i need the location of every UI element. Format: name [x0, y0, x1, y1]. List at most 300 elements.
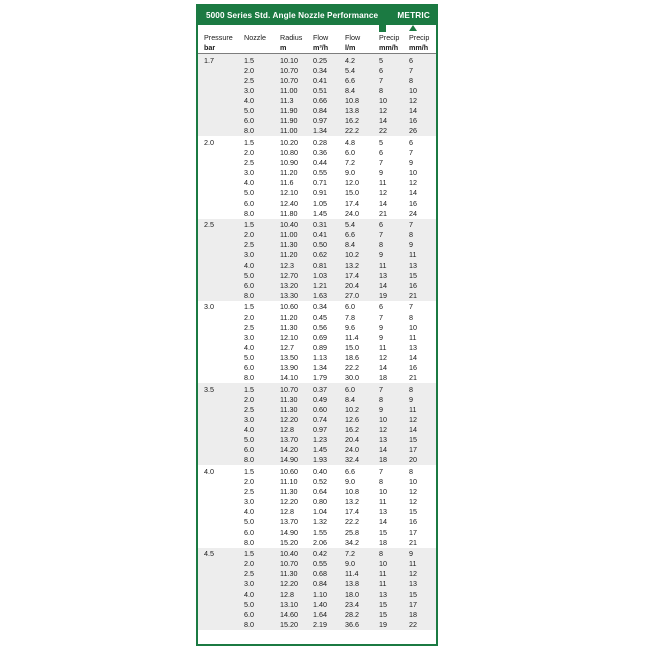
cell-radius: 14.90 [280, 527, 298, 537]
cell-pressure [198, 579, 244, 589]
cell-radius: 11.10 [280, 477, 298, 487]
cell-precip-triangle: 16 [409, 281, 438, 291]
cell-nozzle: 2.5 [244, 158, 254, 168]
cell-precip-triangle: 8 [409, 312, 413, 322]
cell-radius: 11.30 [280, 405, 313, 415]
cell-precip-triangle: 16 [409, 363, 417, 372]
cell-precip-triangle: 11 [409, 250, 438, 260]
cell-pressure [198, 395, 244, 405]
cell-radius: 10.70 [280, 66, 313, 76]
table-row [198, 445, 438, 455]
cell-radius: 12.20 [280, 497, 298, 507]
cell-precip-triangle: 16 [409, 517, 417, 527]
cell-precip-triangle: 17 [409, 527, 417, 537]
cell-flow-m3h: 0.74 [313, 415, 345, 425]
cell-precip-triangle: 8 [409, 383, 438, 395]
cell-flow-m3h: 1.55 [313, 527, 327, 537]
cell-flow-lm: 22.2 [345, 363, 359, 372]
cell-nozzle: 3.0 [244, 415, 280, 425]
cell-flow-m3h: 1.13 [313, 352, 327, 362]
cell-radius: 11.20 [280, 312, 298, 322]
cell-radius: 14.90 [280, 455, 313, 465]
table-row [198, 373, 438, 383]
column-header-precip-triangle [409, 25, 438, 54]
header-spacer [345, 25, 379, 33]
cell-flow-m3h: 0.56 [313, 322, 327, 332]
cell-pressure: 4.0 [204, 466, 214, 476]
cell-nozzle: 8.0 [244, 455, 280, 465]
table-row [198, 590, 438, 600]
card-title-bar [198, 6, 436, 25]
cell-flow-lm: 20.4 [345, 281, 379, 291]
cell-nozzle: 3.0 [244, 497, 254, 507]
table-row [198, 600, 438, 610]
cell-radius: 12.20 [280, 579, 313, 589]
cell-flow-m3h: 1.45 [313, 208, 327, 218]
cell-precip-triangle: 17 [409, 600, 438, 610]
cell-nozzle: 5.0 [244, 352, 254, 362]
cell-precip-triangle: 7 [409, 302, 413, 312]
column-header-precip-square-label: Precip [379, 33, 400, 42]
column-header-nozzle [244, 25, 280, 54]
cell-precip-square: 14 [379, 445, 409, 455]
cell-flow-lm: 10.8 [345, 487, 359, 497]
table-row [198, 395, 438, 405]
cell-flow-lm: 5.4 [345, 219, 379, 231]
cell-flow-m3h: 1.34 [313, 363, 327, 372]
cell-precip-triangle: 9 [409, 395, 438, 405]
cell-flow-lm: 28.2 [345, 610, 379, 620]
cell-pressure [198, 209, 244, 219]
cell-nozzle: 6.0 [244, 610, 280, 620]
cell-radius: 11.30 [280, 395, 313, 405]
cell-flow-m3h: 2.19 [313, 620, 345, 630]
cell-flow-lm: 8.4 [345, 240, 379, 250]
table-body [198, 54, 438, 630]
cell-pressure [198, 168, 244, 178]
cell-precip-square: 7 [379, 383, 409, 395]
cell-flow-lm: 22.2 [345, 126, 379, 136]
table-row [198, 363, 438, 373]
cell-radius: 12.3 [280, 261, 313, 271]
cell-nozzle: 1.5 [244, 466, 254, 476]
cell-precip-square: 9 [379, 250, 409, 260]
cell-flow-m3h: 0.84 [313, 106, 345, 116]
cell-flow-m3h: 1.05 [313, 198, 327, 208]
table-row [198, 261, 438, 271]
table-row [198, 66, 438, 76]
cell-nozzle: 2.5 [244, 240, 280, 250]
cell-flow-lm: 10.2 [345, 250, 379, 260]
table-row [198, 383, 438, 395]
cell-radius: 12.8 [280, 590, 313, 600]
cell-precip-triangle: 12 [409, 178, 417, 188]
cell-flow-lm: 7.2 [345, 158, 355, 168]
cell-flow-m3h: 0.71 [313, 178, 327, 188]
cell-flow-m3h: 0.62 [313, 250, 345, 260]
cell-nozzle: 1.5 [244, 302, 254, 312]
cell-pressure [198, 148, 244, 158]
cell-radius: 11.3 [280, 96, 313, 106]
cell-precip-triangle: 16 [409, 198, 417, 208]
table-row [198, 301, 438, 313]
cell-flow-m3h: 1.63 [313, 291, 345, 301]
cell-flow-m3h: 2.06 [313, 537, 327, 547]
cell-precip-square: 9 [379, 332, 383, 342]
cell-pressure [198, 477, 244, 487]
cell-precip-triangle: 6 [409, 137, 413, 147]
cell-precip-square: 11 [379, 497, 387, 507]
cell-nozzle: 4.0 [244, 261, 280, 271]
cell-precip-triangle: 10 [409, 168, 417, 178]
cell-radius: 12.10 [280, 188, 298, 198]
cell-flow-m3h: 0.49 [313, 395, 345, 405]
cell-flow-lm: 16.2 [345, 116, 379, 126]
cell-flow-m3h: 0.37 [313, 383, 345, 395]
cell-nozzle: 2.0 [244, 230, 280, 240]
cell-precip-triangle: 20 [409, 455, 438, 465]
table-row [198, 610, 438, 620]
cell-flow-lm: 13.8 [345, 579, 379, 589]
cell-precip-triangle: 14 [409, 188, 417, 198]
cell-pressure [198, 96, 244, 106]
cell-radius: 12.10 [280, 332, 298, 342]
cell-radius: 11.30 [280, 487, 298, 497]
cell-precip-triangle: 8 [409, 76, 438, 86]
table-row [198, 96, 438, 106]
cell-radius: 11.90 [280, 116, 313, 126]
cell-flow-lm: 17.4 [345, 271, 379, 281]
table-row [198, 76, 438, 86]
cell-radius: 10.70 [280, 76, 313, 86]
cell-nozzle: 1.5 [244, 383, 280, 395]
cell-nozzle: 1.5 [244, 548, 280, 560]
cell-precip-square: 8 [379, 477, 383, 487]
cell-nozzle: 4.0 [244, 178, 254, 188]
cell-nozzle: 8.0 [244, 208, 254, 218]
cell-nozzle: 6.0 [244, 363, 254, 372]
cell-flow-m3h: 1.21 [313, 281, 345, 291]
cell-flow-lm: 23.4 [345, 600, 379, 610]
column-header-radius-unit: m [280, 43, 287, 53]
cell-pressure [198, 76, 244, 86]
cell-precip-triangle: 7 [409, 66, 438, 76]
cell-flow-m3h: 0.81 [313, 261, 345, 271]
cell-nozzle: 8.0 [244, 126, 280, 136]
cell-pressure [198, 106, 244, 116]
table-header [198, 25, 438, 54]
card-title: 5000 Series Std. Angle Nozzle Performance [206, 11, 379, 20]
column-header-flow-lm-label: Flow [345, 33, 361, 42]
table-row [198, 106, 438, 116]
cell-precip-square: 13 [379, 435, 409, 445]
cell-pressure [198, 517, 244, 527]
cell-pressure [198, 363, 244, 373]
cell-flow-lm: 20.4 [345, 435, 379, 445]
cell-pressure [198, 230, 244, 240]
cell-nozzle: 2.0 [244, 395, 280, 405]
column-header-flow-lm [345, 25, 379, 54]
table-row [198, 281, 438, 291]
cell-radius: 14.20 [280, 445, 313, 455]
cell-flow-lm: 22.2 [345, 517, 359, 527]
table-row [198, 528, 438, 538]
cell-nozzle: 4.0 [244, 96, 280, 106]
cell-nozzle: 2.0 [244, 312, 254, 322]
cell-nozzle: 2.5 [244, 569, 280, 579]
cell-flow-lm: 17.4 [345, 507, 359, 517]
cell-precip-triangle: 21 [409, 291, 438, 301]
cell-flow-m3h: 0.40 [313, 466, 327, 476]
cell-flow-lm: 6.6 [345, 230, 379, 240]
table-row [198, 54, 438, 66]
cell-radius: 11.20 [280, 250, 313, 260]
cell-precip-triangle: 12 [409, 497, 417, 507]
cell-precip-square: 9 [379, 405, 409, 415]
cell-pressure [198, 425, 244, 435]
cell-pressure [198, 313, 244, 323]
cell-radius: 13.90 [280, 363, 298, 372]
cell-radius: 11.6 [280, 178, 294, 188]
cell-pressure: 4.5 [198, 548, 244, 560]
cell-nozzle: 5.0 [244, 435, 280, 445]
column-header-flow-m3h-label: Flow [313, 33, 329, 42]
cell-pressure [198, 271, 244, 281]
header-spacer [280, 25, 313, 33]
cell-precip-triangle: 15 [409, 271, 438, 281]
cell-radius: 10.10 [280, 54, 313, 66]
column-header-precip-triangle-unit: mm/h [409, 43, 429, 53]
cell-flow-lm: 6.0 [345, 148, 355, 158]
cell-flow-m3h: 0.50 [313, 240, 345, 250]
cell-precip-square: 18 [379, 537, 387, 547]
cell-radius: 10.70 [280, 559, 313, 569]
cell-radius: 12.7 [280, 342, 294, 352]
cell-flow-lm: 13.8 [345, 106, 379, 116]
cell-precip-square: 15 [379, 610, 409, 620]
cell-precip-square: 6 [379, 66, 409, 76]
cell-flow-lm: 24.0 [345, 208, 359, 218]
table-row [198, 323, 438, 333]
table-row [198, 620, 438, 630]
cell-precip-square: 15 [379, 600, 409, 610]
cell-precip-square: 14 [379, 517, 387, 527]
cell-precip-square: 5 [379, 137, 383, 147]
cell-flow-lm: 24.0 [345, 445, 379, 455]
table-row [198, 240, 438, 250]
cell-nozzle: 2.0 [244, 559, 280, 569]
cell-radius: 11.20 [280, 168, 298, 178]
cell-radius: 13.20 [280, 281, 313, 291]
cell-flow-m3h: 0.36 [313, 148, 327, 158]
cell-flow-m3h: 1.03 [313, 271, 345, 281]
cell-flow-m3h: 1.93 [313, 455, 345, 465]
table-row [198, 415, 438, 425]
table-row [198, 188, 438, 198]
cell-radius: 14.10 [280, 373, 298, 383]
cell-pressure: 1.7 [198, 54, 244, 66]
cell-radius: 11.00 [280, 86, 313, 96]
cell-precip-square: 21 [379, 208, 387, 218]
table-row [198, 250, 438, 260]
cell-radius: 11.00 [280, 230, 313, 240]
cell-precip-square: 6 [379, 302, 383, 312]
cell-nozzle: 1.5 [244, 219, 280, 231]
cell-precip-triangle: 8 [409, 466, 413, 476]
cell-pressure [198, 353, 244, 363]
cell-pressure [198, 261, 244, 271]
cell-precip-square: 11 [379, 178, 387, 188]
cell-precip-square: 9 [379, 322, 383, 332]
cell-flow-lm: 13.2 [345, 261, 379, 271]
table-row [198, 199, 438, 209]
cell-radius: 11.30 [280, 569, 313, 579]
cell-flow-m3h: 1.32 [313, 517, 327, 527]
cell-flow-lm: 9.0 [345, 477, 355, 487]
cell-flow-lm: 25.8 [345, 527, 359, 537]
cell-flow-lm: 6.6 [345, 76, 379, 86]
cell-flow-lm: 34.2 [345, 537, 359, 547]
cell-precip-square: 7 [379, 158, 383, 168]
cell-precip-triangle: 21 [409, 373, 417, 383]
cell-precip-square: 18 [379, 373, 387, 383]
cell-precip-square: 9 [379, 168, 383, 178]
cell-nozzle: 4.0 [244, 425, 280, 435]
cell-flow-m3h: 0.34 [313, 302, 327, 312]
cell-precip-triangle: 22 [409, 620, 438, 630]
column-header-precip-triangle-label: Precip [409, 33, 430, 42]
cell-pressure: 3.5 [198, 383, 244, 395]
table-row [198, 507, 438, 517]
table-row [198, 353, 438, 363]
cell-precip-square: 10 [379, 415, 409, 425]
cell-radius: 13.50 [280, 352, 298, 362]
cell-flow-m3h: 0.45 [313, 312, 327, 322]
cell-nozzle: 6.0 [244, 198, 254, 208]
cell-precip-square: 8 [379, 548, 409, 560]
table-row [198, 343, 438, 353]
cell-pressure [198, 569, 244, 579]
cell-pressure [198, 158, 244, 168]
cell-pressure [198, 281, 244, 291]
cell-pressure [198, 333, 244, 343]
cell-flow-lm: 36.6 [345, 620, 379, 630]
cell-flow-m3h: 0.44 [313, 158, 327, 168]
cell-precip-triangle: 17 [409, 445, 438, 455]
cell-nozzle: 5.0 [244, 600, 280, 610]
cell-pressure [198, 240, 244, 250]
cell-pressure [198, 507, 244, 517]
table-row [198, 126, 438, 136]
performance-chart-card [196, 4, 438, 646]
cell-radius: 13.70 [280, 435, 313, 445]
cell-nozzle: 2.0 [244, 477, 254, 487]
table-row [198, 425, 438, 435]
cell-precip-triangle: 11 [409, 559, 438, 569]
cell-nozzle: 8.0 [244, 537, 254, 547]
cell-pressure [198, 559, 244, 569]
cell-flow-lm: 8.4 [345, 86, 379, 96]
cell-precip-triangle: 16 [409, 116, 438, 126]
column-header-radius [280, 25, 313, 54]
cell-flow-m3h: 0.97 [313, 116, 345, 126]
table-row [198, 455, 438, 465]
cell-radius: 10.60 [280, 466, 298, 476]
cell-radius: 11.80 [280, 208, 298, 218]
cell-precip-square: 7 [379, 76, 409, 86]
cell-precip-square: 22 [379, 126, 409, 136]
cell-precip-square: 8 [379, 240, 409, 250]
cell-precip-square: 7 [379, 230, 409, 240]
cell-flow-lm: 5.4 [345, 66, 379, 76]
table-row [198, 497, 438, 507]
cell-nozzle: 3.0 [244, 250, 280, 260]
cell-precip-triangle: 10 [409, 86, 438, 96]
cell-flow-lm: 12.0 [345, 178, 359, 188]
cell-precip-triangle: 12 [409, 415, 438, 425]
cell-precip-square: 13 [379, 271, 409, 281]
cell-flow-lm: 7.2 [345, 548, 379, 560]
cell-flow-m3h: 1.64 [313, 610, 345, 620]
cell-nozzle: 3.0 [244, 86, 280, 96]
cell-precip-triangle: 12 [409, 487, 417, 497]
column-header-pressure [198, 25, 244, 54]
cell-flow-m3h: 0.91 [313, 188, 327, 198]
cell-nozzle: 6.0 [244, 527, 254, 537]
table-row [198, 178, 438, 188]
cell-precip-square: 10 [379, 559, 409, 569]
cell-nozzle: 6.0 [244, 445, 280, 455]
unit-badge: METRIC [397, 11, 430, 20]
cell-flow-m3h: 1.79 [313, 373, 327, 383]
cell-flow-m3h: 1.34 [313, 126, 345, 136]
cell-pressure [198, 590, 244, 600]
cell-precip-triangle: 7 [409, 219, 438, 231]
cell-precip-square: 19 [379, 620, 409, 630]
cell-precip-square: 10 [379, 96, 409, 106]
cell-precip-square: 12 [379, 188, 387, 198]
cell-radius: 15.20 [280, 620, 313, 630]
cell-precip-square: 7 [379, 312, 383, 322]
cell-precip-square: 11 [379, 569, 409, 579]
column-header-flow-m3h-unit: m³/h [313, 43, 329, 53]
table-row [198, 116, 438, 126]
cell-precip-square: 10 [379, 487, 387, 497]
cell-nozzle: 2.5 [244, 405, 280, 415]
cell-pressure [198, 86, 244, 96]
cell-flow-m3h: 0.55 [313, 559, 345, 569]
cell-pressure [198, 538, 244, 548]
cell-precip-triangle: 12 [409, 96, 438, 106]
cell-precip-square: 15 [379, 527, 387, 537]
cell-flow-lm: 11.4 [345, 569, 379, 579]
cell-pressure [198, 188, 244, 198]
cell-flow-lm: 27.0 [345, 291, 379, 301]
cell-flow-m3h: 0.69 [313, 332, 327, 342]
column-header-precip-square [379, 25, 409, 54]
cell-nozzle: 2.0 [244, 148, 254, 158]
cell-precip-triangle: 18 [409, 610, 438, 620]
table-row [198, 136, 438, 148]
cell-pressure [198, 116, 244, 126]
cell-precip-triangle: 24 [409, 208, 417, 218]
cell-radius: 12.8 [280, 507, 294, 517]
table-row [198, 230, 438, 240]
cell-precip-triangle: 21 [409, 537, 417, 547]
cell-nozzle: 1.5 [244, 54, 280, 66]
cell-nozzle: 4.0 [244, 507, 254, 517]
cell-flow-lm: 6.0 [345, 383, 379, 395]
